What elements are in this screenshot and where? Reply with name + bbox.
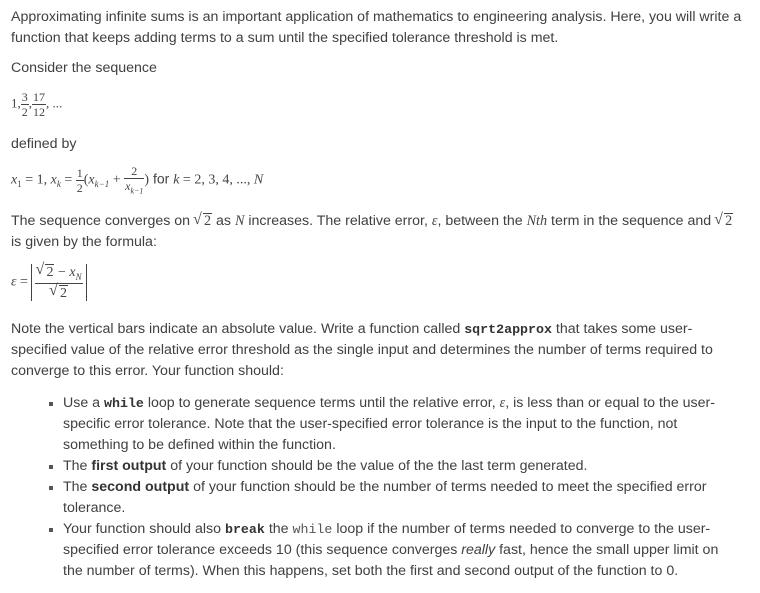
list-item: The second output of your function should be the number of terms needed to meet the specified error tolerance.	[40, 477, 740, 519]
half-fraction: $\frac{1}{2}$	[76, 165, 83, 195]
function-name: sqrt2approx	[464, 322, 552, 337]
list-item: Use a while loop to generate sequence terms until the relative error, ε, is less than or equal to the user-specific error tolerance. Note that the user-specified error tolerance is the input to the function, not something to be defined within the function.	[40, 393, 740, 456]
seq-ellipsis: , ...	[46, 95, 63, 111]
sequence-definition: $x_1 = 1$, $x_k$ = $\frac{1}{2}$ ($x_{k-1}$ + $\frac{2}{x_{k-1}}$ ) for k = 2, 3, 4, ..., N	[11, 164, 264, 196]
sqrt2-symbol-2: √ 2	[715, 211, 733, 232]
consider-text: Consider the sequence	[11, 60, 157, 76]
requirements-list	[40, 393, 740, 582]
two-over-x-fraction: $\frac{2}{x_{k-1}}$	[125, 164, 144, 196]
sqrt2-symbol: √ 2	[194, 211, 212, 232]
note-paragraph: Note the vertical bars indicate an absolute value. Write a function called sqrt2approx that takes some user-specified value of the relative error threshold as the single input and determines the number of terms required to converge to this error. Your function should:	[11, 321, 713, 379]
relative-error-formula: ε = √ $2 - x_N$ √ 2	[11, 264, 746, 301]
list-item: Your function should also break the while loop if the number of terms needed to converge to the user-specified error tolerance exceeds 10 (this sequence converges really fast, hence the small upper limit on the number of terms). When this happens, set both the first and second output of the function to 0.	[40, 519, 740, 582]
absolute-value-bars: √ $2 - x_N$ √ 2	[31, 264, 86, 301]
convergence-paragraph: The sequence converges on √ 2 as N increases. The relative error, ε, between the Nth term in the sequence and √ 2 is given by the formula:	[11, 211, 746, 253]
list-item: The first output of your function should be the value of the the last term generated.	[40, 456, 740, 477]
intro-paragraph: Approximating infinite sums is an important application of mathematics to engineering analysis. Here, you will write a function that keeps adding terms to a sum until the specified tolerance threshold is met.	[11, 9, 742, 46]
defined-by-text: defined by	[11, 136, 77, 152]
sequence-expression: 1, $\frac{3}{2}$ , $\frac{17}{12}$ , ...	[11, 90, 63, 119]
seq-first: 1,	[11, 95, 21, 111]
seq-frac-1: $\frac{3}{2}$	[21, 90, 28, 119]
seq-frac-2: $\frac{17}{12}$	[33, 90, 45, 119]
